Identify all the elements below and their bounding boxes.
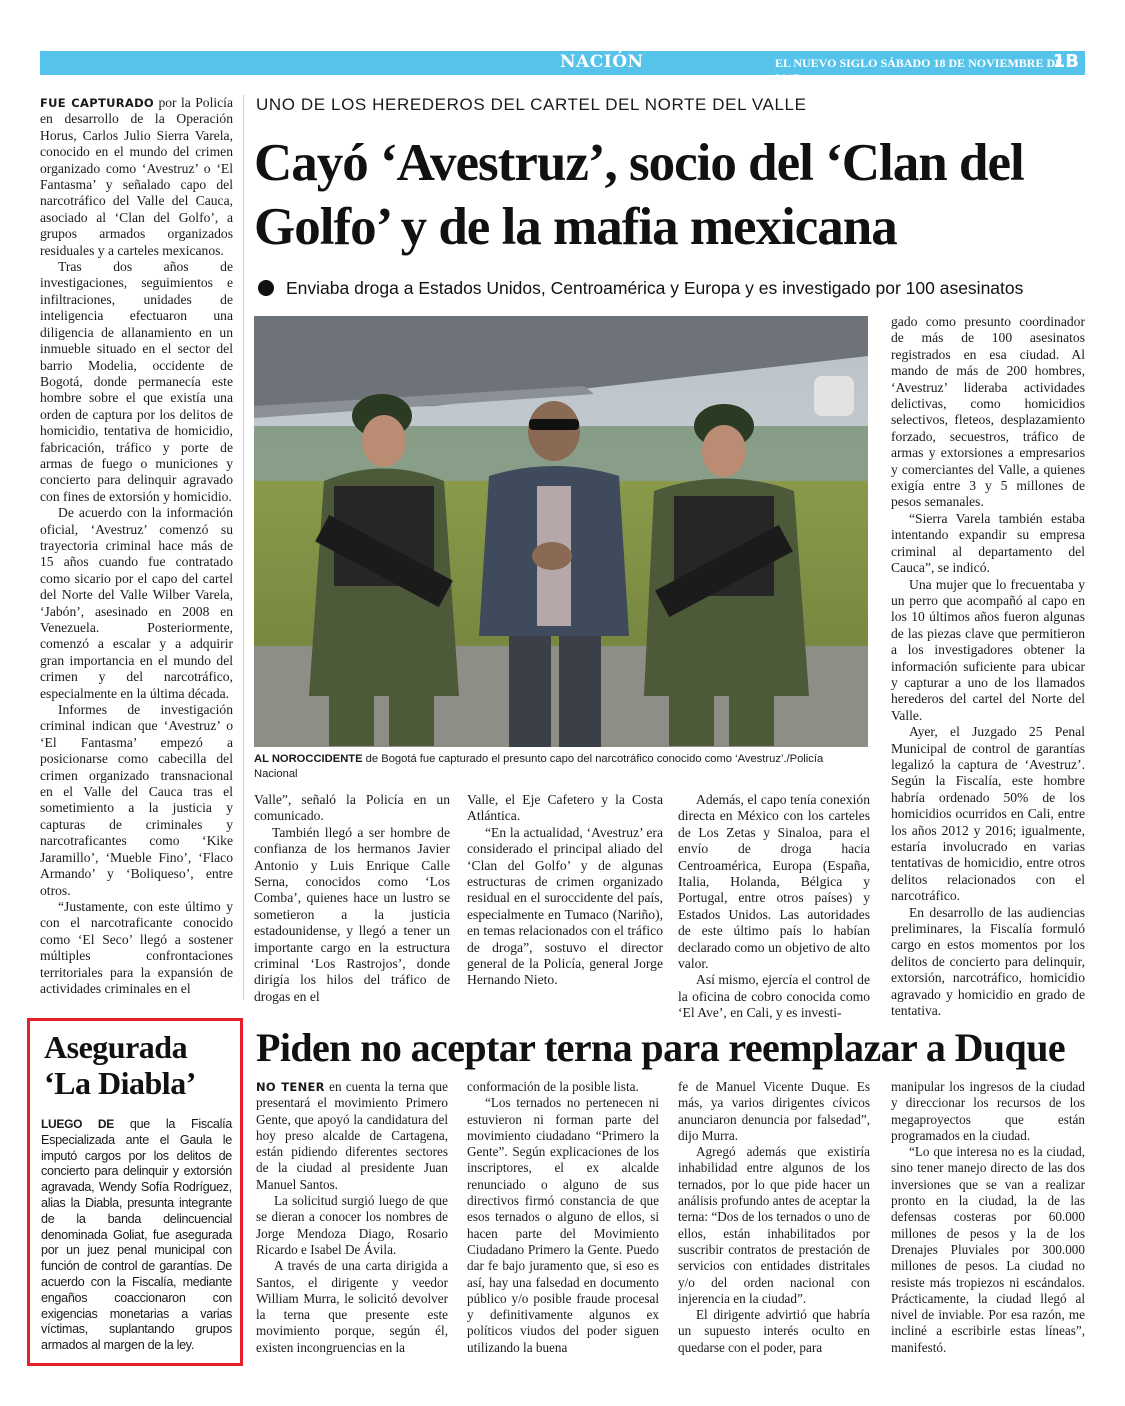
main-story-column-4 — [678, 792, 870, 1021]
article-paragraph: Informes de investigación criminal indican que ‘Avestruz’ o ‘El Fantasma’ empezó a posicionarse como cabecilla del crimen organizado transnacional en el Valle del Cauca tras el sometimiento a la justicia y capturas de criminales y narcotraficantes como ‘Kike Jaramillo’, ‘Mueble Fino’, ‘Flaco Armando’ y ‘Boliqueso’, entre otros. — [40, 702, 233, 898]
kicker: UNO DE LOS HEREDEROS DEL CARTEL DEL NORTE DEL VALLE — [256, 95, 807, 114]
article-paragraph: Agregó además que existiría inhabilidad entre algunos de los ternados, por lo que pide hacer un análisis profundo antes de aceptar la terna: “Dos de los ternados o uno de ellos, están inhabilitados por suscribir contratos de prestación de servicios con entidades distritales y/o del orden nacional con injerencia en la ciudad”. — [678, 1144, 870, 1306]
article-paragraph: “En la actualidad, ‘Avestruz’ era considerado el principal aliado del ‘Clan del Golfo’ y de algunas estructuras de crimen organizado residual en el suroccidente del país, especialmente en Tumaco (Nariño), en temas relacionados con el tráfico de droga”, sostuvo el director general de la Policía, general Jorge Hernando Nieto. — [467, 824, 663, 988]
article-paragraph: Valle, el Eje Cafetero y la Costa Atlántica. — [467, 792, 663, 824]
article-paragraph: También llegó a ser hombre de confianza de los hermanos Javier Antonio y Luis Enrique Calle Serna, conocidos como ‘Los Comba’, quienes hace un lustro se sometieron a la justicia estadounidense, y llegó a tener un importante cargo en la estructura criminal ‘Los Rastrojos’, donde dirigía los hilos del tráfico de drogas en el — [254, 824, 450, 1004]
article-paragraph: manipular los ingresos de la ciudad y direccionar los recursos de los megaproyectos que están programados en la ciudad. — [891, 1079, 1085, 1143]
section-name: NACIÓN — [560, 52, 644, 72]
article-paragraph: De acuerdo con la información oficial, ‘Avestruz’ comenzó su trayectoria criminal hace más de 15 años cuando fue contratado como sicario por el capo del cartel del Norte del Valle Wilber Varela, ‘Jabón’, asesinado en 2008 en Venezuela. Posteriormente, comenzó a escalar y a adquirir gran importancia en el mundo del crimen y del narcotráfico, especialmente en la última década. — [40, 505, 233, 701]
article-paragraph: La solicitud surgió luego de que se dieran a conocer los nombres de Jorge Mendoza Diago, Rosario Ricardo e Isabel De Ávila. — [256, 1193, 448, 1257]
article-paragraph: Además, el capo tenía conexión directa en México con los carteles de Los Zetas y Sinaloa, para el envío de droga hacia Centroamérica, Europa (España, Italia, Holanda, Bélgica y Portugal, entre otros países) y Estados Unidos. Las autoridades de este último país lo habían declarado como un objetivo de alto valor. — [678, 792, 870, 972]
article-paragraph: gado como presunto coordinador de más de 100 asesinatos registrados en esa ciudad. Al mando de más de 200 hombres, ‘Avestruz’ lideraba actividades delictivas, como homicidios selectivos, fleteos, desplazamiento forzado, secuestros, tráfico de armas y extorsiones a empresarios y comerciantes del Valle, a quienes exigía entre 3 y 5 millones de pesos semanales. — [891, 314, 1085, 510]
article-paragraph: NO TENER en cuenta la terna que presentará el movimiento Primero Gente, que apoyó la candidatura del hoy preso alcalde de Cartagena, están pidiendo diferentes sectores de la ciudad al presidente Juan Manuel Santos. — [256, 1079, 448, 1192]
article-paragraph: Valle”, señaló la Policía en un comunicado. — [254, 792, 450, 824]
side-box-title: Asegurada ‘La Diabla’ — [44, 1029, 196, 1101]
side-box-body: LUEGO DE que la Fiscalía Especializada ante el Gaula le imputó cargos por los delitos de concierto para delinquir y extorsión agravada, Wendy Sofía Rodríguez, alias la Diabla, presunta integrante de la banda delincuencial denominada Goliat, fue asegurada por un juez penal municipal con función de control de garantías. De acuerdo con la Fiscalía, mediante engaños coaccionaron con exigencias monetarias a varias víctimas, suplantando grupos armados al margen de la ley. — [41, 1117, 232, 1353]
article-paragraph: Tras dos años de investigaciones, seguimientos e infiltraciones, unidades de inteligencia efectuaron una diligencia de allanamiento en un inmueble situado en el sector del barrio Modelia, occidente de Bogotá, donde permanecía este hombre sobre el que existía una orden de captura por los delitos de homicidio, tentativa de homicidio, fabricación, tráfico y porte de armas de fuego o municiones y concierto para delinquir agravado con fines de extorsión y homicidio. — [40, 259, 233, 504]
main-headline: Cayó ‘Avestruz’, socio del ‘Clan del Golfo’ y de la mafia mexicana — [254, 134, 1024, 256]
second-story-column-2 — [467, 1079, 659, 1375]
section-header-bar — [40, 51, 1085, 85]
second-story-column-4 — [891, 1079, 1085, 1375]
photo-caption: AL NOROCCIDENTE de Bogotá fue capturado el presunto capo del narcotráfico conocido como ‘Avestruz’./Policía Nacional — [254, 753, 824, 780]
lead-word: FUE CAPTURADO — [40, 96, 155, 110]
second-headline: Piden no aceptar terna para reemplazar a Duque — [256, 1025, 1066, 1070]
article-paragraph: Una mujer que lo frecuentaba y un perro que acompañó al capo en los 10 últimos años fueron algunas de las piezas clave que permitieron a los investigadores obtener la información suficiente para ubicar y capturar a uno de los llamados herederos del cartel del Norte del Valle. — [891, 576, 1085, 723]
article-paragraph: “Justamente, con este último y con el narcotraficante conocido como ‘El Seco’ llegó a sostener múltiples confrontaciones territoriales para la expansión de actividades criminales en el — [40, 898, 233, 996]
article-paragraph: fe de Manuel Vicente Duque. Es más, ya varios dirigentes cívicos anunciaron denuncia por falsedad”, dijo Murra. — [678, 1079, 870, 1143]
article-paragraph: El dirigente advirtió que habría un supuesto interés oculto en quedarse con el poder, para — [678, 1307, 870, 1355]
article-paragraph: En desarrollo de las audiencias preliminares, la Fiscalía formuló cargo en estos momentos por los delitos de concierto para delinquir, extorsión, narcotráfico, homicidio agravado y homicidio en grado de tentativa. — [891, 904, 1085, 1019]
column-divider — [243, 95, 244, 1000]
subheadline: Enviaba droga a Estados Unidos, Centroamérica y Europa y es investigado por 100 asesinatos — [258, 278, 1023, 299]
article-paragraph: “Lo que interesa no es la ciudad, sino tener manejo directo de las dos inversiones que se van a realizar pronto en la ciudad, la de las defensas costeras por 60.000 millones de pesos y la de los Drenajes Pluviales por 300.000 millones de pesos. La ciudad no resiste más tropiezos ni escándalos. Prácticamente, la ciudad llegó al nivel de inviable. Por esa razón, me incliné a escribirle estas líneas”, manifestó. — [891, 1144, 1085, 1355]
dateline: EL NUEVO SIGLO SÁBADO 18 DE NOVIEMBRE DE 2017 — [775, 56, 1064, 85]
main-story-column-3 — [467, 792, 663, 1006]
article-paragraph: Ayer, el Juzgado 25 Penal Municipal de control de garantías legalizó la captura de ‘Avestruz’. Según la Fiscalía, este hombre habría ordenado 50% de los homicidios ocurridos en Cali, entre los años 2012 y 2016; igualmente, estaría involucrado en varias tentativas de homicidio, entre otros delitos relacionados con el narcotráfico. — [891, 724, 1085, 904]
article-paragraph: “Sierra Varela también estaba intentando expandir su empresa criminal al departamento del Cauca”, se indicó. — [891, 510, 1085, 576]
article-paragraph: “Los ternados no pertenecen ni estuvieron ni forman parte del movimiento ciudadano “Primero la Gente”. Según explicaciones de los inscriptores, el ex alcalde renunciado o alguno de sus directivos firmó constancia de que esos ternados o alguno de ellos, si hacen parte del Movimiento Ciudadano Primero la Gente. Puedo dar fe bajo juramento que, si eso es así, hay una falsedad en documento público y/o posible fraude procesal y definitivamente algunos ex políticos viudos del poder siguen utilizando la buena — [467, 1095, 659, 1355]
main-story-column-5 — [891, 314, 1085, 1019]
article-paragraph: conformación de la posible lista. — [467, 1079, 639, 1094]
news-photo — [254, 316, 868, 747]
main-story-column-1 — [40, 95, 233, 1000]
main-story-column-2 — [254, 792, 450, 1006]
second-story-column-1 — [256, 1079, 448, 1375]
bullet-icon — [258, 280, 274, 296]
page-number: 1B — [1052, 51, 1079, 72]
article-paragraph: FUE CAPTURADO por la Policía en desarrollo de la Operación Horus, Carlos Julio Sierra Varela, conocido en el mundo del crimen organizado como ‘Avestruz’ o ‘El Fantasma’ y señalado capo del narcotráfico del Valle del Cauca, asociado al ‘Clan del Golfo’, a grupos armados organizados residuales y a carteles mexicanos. — [40, 95, 233, 258]
second-story-column-3 — [678, 1079, 870, 1375]
article-paragraph: A través de una carta dirigida a Santos, el dirigente y veedor William Murra, le solicitó devolver la terna que presente este movimiento porque, según él, existen incongruencias en la — [256, 1258, 448, 1355]
side-box — [27, 1018, 243, 1366]
article-paragraph: Así mismo, ejercía el control de la oficina de cobro conocida como ‘El Ave’, en Cali, y es investi- — [678, 972, 870, 1021]
